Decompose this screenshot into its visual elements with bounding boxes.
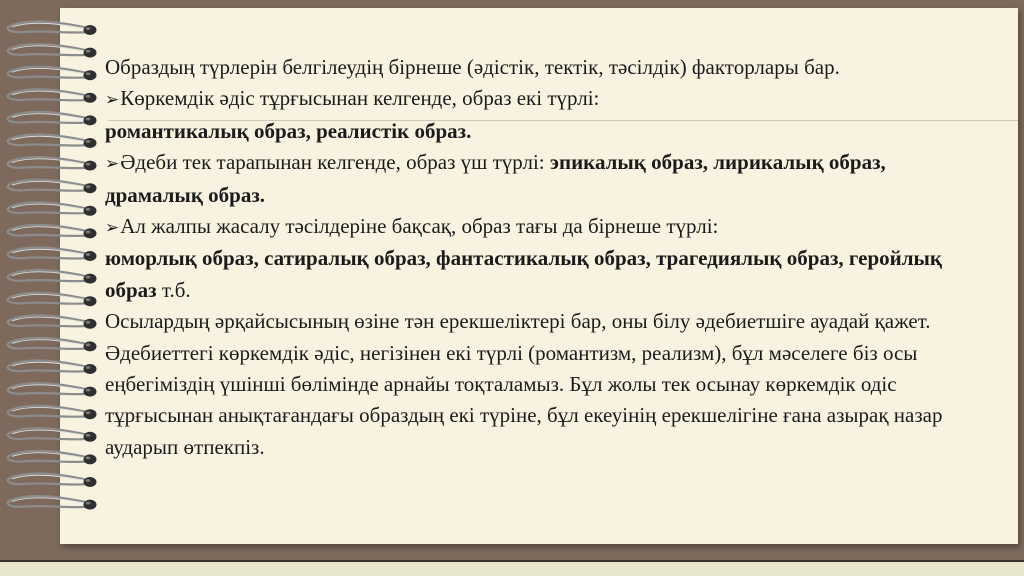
binding-ring [8,451,97,464]
binding-ring [8,202,97,215]
binding-ring [8,180,97,193]
binding-ring [8,428,97,441]
bullet-bold-text: романтикалық образ, реалистік образ. [105,118,472,143]
bullet-literary-genre [105,147,985,211]
binding-ring [8,406,97,419]
binding-ring [8,315,97,328]
binding-ring [8,361,97,374]
spiral-binding-rings-icon [0,0,110,576]
binding-ring [8,67,97,80]
binding-ring [8,270,97,283]
binding-ring [8,225,97,238]
binding-ring [8,474,97,487]
binding-ring [8,383,97,396]
binding-ring [8,22,97,35]
binding-ring [8,338,97,351]
bullet-text: Ал жалпы жасалу тәсілдеріне бақсақ, образ тағы да бірнеше түрлі: [120,214,719,239]
bullet-artistic-method [105,83,985,147]
binding-ring [8,89,97,102]
closing-paragraph: Осылардың әрқайсысының өзіне тән ерекшеліктері бар, оны білу әдебиетшіге ауадай қажет. Әдебиеттегі көркемдік әдіс, негізінен екі түрлі (романтизм, реализм), бұл мәселеге біз осы еңбегіміздің үшінші бөлімінде арнайы тоқталамыз. Бұл жолы тек осынау көркемдік одіс тұрғысынан анықтағандағы образдың екі түріне, бұл екеуінің ерекшелігіне ғана азырақ назар аударып өтпекпіз. [105,309,943,459]
bullet-bold-text: юморлық образ, сатиралық образ, фантастикалық образ, трагедиялық образ, геройлық образ [105,246,943,302]
binding-ring [8,157,97,170]
binding-ring [8,112,97,125]
bottom-strip [0,562,1024,576]
binding-ring [8,496,97,509]
arrow-bullet-icon: ➢ [105,154,120,174]
intro-paragraph: Образдың түрлерін белгілеудің бірнеше (әдістік, тектік, тәсілдік) факторлары бар. [105,55,840,79]
arrow-bullet-icon: ➢ [105,218,120,238]
binding-ring [8,248,97,261]
binding-ring [8,135,97,148]
bullet-bold-text: эпикалық образ, лирикалық образ, драмалық образ. [105,150,886,207]
bullet-text: Көркемдік әдіс тұрғысынан келгенде, образ екі түрлі: [120,86,600,111]
bullet-tail-text: т.б. [156,277,191,302]
binding-ring [8,44,97,57]
slide-text [105,52,985,463]
bullet-text: Әдеби тек тарапынан келгенде, образ үш түрлі: [120,150,550,175]
arrow-bullet-icon: ➢ [105,90,120,110]
binding-ring [8,293,97,306]
bullet-creation-methods [105,211,985,306]
